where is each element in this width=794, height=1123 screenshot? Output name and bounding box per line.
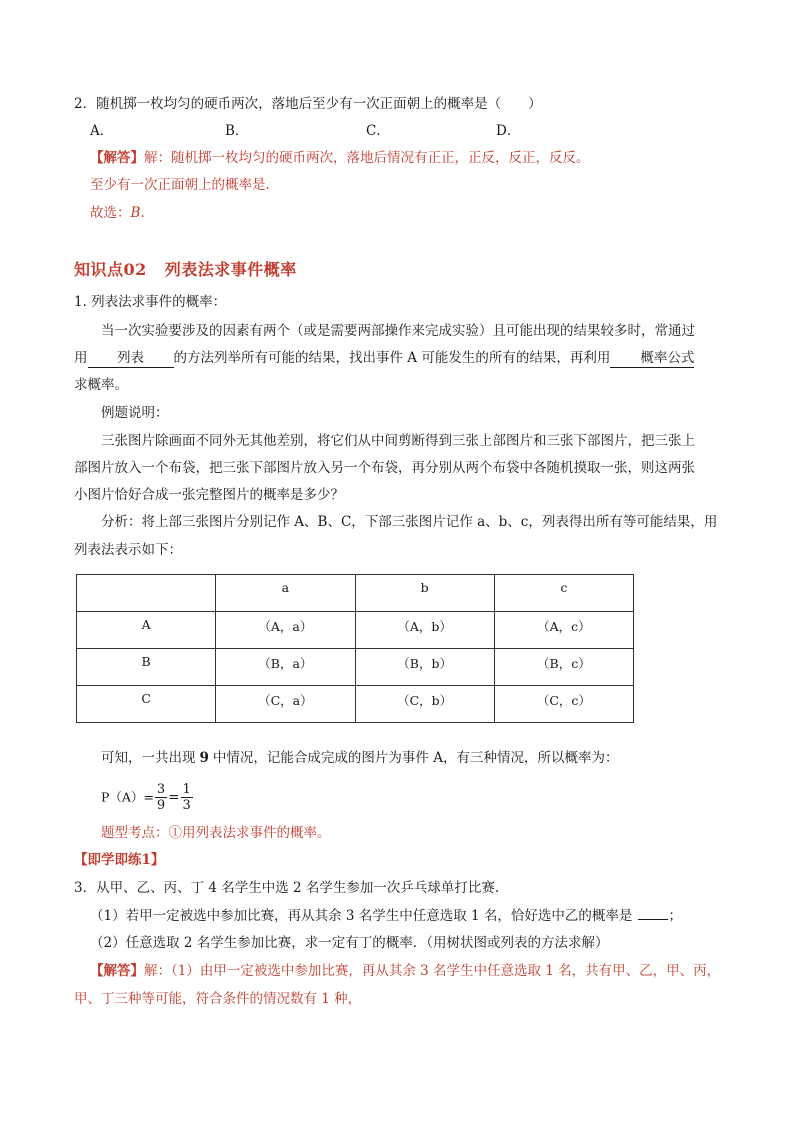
section-title: 列表法求事件概率 bbox=[164, 260, 297, 279]
answer-label: 【解答】 bbox=[90, 963, 144, 979]
q3-stem: 3．从甲、乙、丙、丁 4 名学生中选 2 名学生参加一次乒乓球单打比赛. bbox=[74, 880, 500, 896]
conclusion-count: 9 bbox=[199, 750, 209, 766]
answer-choice-suffix: . bbox=[140, 205, 145, 221]
table-cell: （B，a） bbox=[216, 649, 355, 686]
table-cell: （A，b） bbox=[355, 612, 494, 649]
exam-point: 题型考点：①用列表法求事件的概率。 bbox=[101, 825, 331, 841]
q2-option-d: D． bbox=[496, 123, 521, 139]
table-header-cell: a bbox=[216, 575, 355, 612]
answer-text: 解：（1）由甲一定被选中参加比赛，再从其余 3 名学生中任意选取 1 名，共有甲、乙，甲、丙， bbox=[144, 963, 721, 979]
point1-para3: 求概率。 bbox=[74, 377, 128, 393]
fraction-1-3 bbox=[181, 782, 193, 813]
q3-part1-blank bbox=[638, 919, 668, 920]
section-heading bbox=[74, 259, 297, 281]
q2-answer-line2: 至少有一次正面朝上的概率是. bbox=[90, 177, 270, 193]
fraction-denominator: 3 bbox=[182, 798, 191, 813]
table-row bbox=[77, 612, 634, 649]
table-cell: （A，c） bbox=[494, 612, 633, 649]
q3-answer-line2: 甲、丁三种等可能，符合条件的情况数有 1 种， bbox=[74, 991, 362, 1007]
q2-option-b: B． bbox=[225, 123, 249, 139]
conclusion-post: 中情况，记能合成完成的图片为事件 A，有三种情况，所以概率为： bbox=[212, 750, 619, 766]
analysis-line1: 分析：将上部三张图片分别记作 A、B、C，下部三张图片记作 a、b、c，列表得出所有等可能结果，用 bbox=[101, 514, 718, 530]
formula-equals: = bbox=[168, 789, 180, 806]
example-line2: 部图片放入一个布袋，把三张下部图片放入另一个布袋，再分别从两个布袋中各随机摸取一张，则这两张 bbox=[74, 460, 695, 476]
fraction-numerator: 1 bbox=[182, 782, 191, 797]
q2-answer-line3 bbox=[90, 203, 145, 223]
blank-method: 列表 bbox=[88, 350, 174, 368]
table-cell: （C，b） bbox=[355, 686, 494, 723]
table-header-cell: b bbox=[355, 575, 494, 612]
answer-text: 解：随机掷一枚均匀的硬币两次，落地后情况有正正，正反，反正，反反。 bbox=[144, 150, 590, 166]
example-line1: 三张图片除画面不同外无其他差别，将它们从中间剪断得到三张上部图片和三张下部图片，把三张上 bbox=[101, 433, 695, 449]
fraction-numerator: 3 bbox=[156, 782, 166, 797]
para2-pre: 用 bbox=[74, 350, 88, 366]
table-row-label: C bbox=[77, 686, 216, 723]
table-cell: （C，a） bbox=[216, 686, 355, 723]
table-row-label: B bbox=[77, 649, 216, 686]
formula-prefix: P（A）= bbox=[101, 789, 154, 805]
q2-option-c: C． bbox=[366, 123, 390, 139]
answer-choice-prefix: 故选： bbox=[90, 205, 131, 221]
q2-answer-line1 bbox=[90, 148, 590, 168]
fraction-3-9 bbox=[155, 782, 167, 813]
conclusion-line bbox=[101, 748, 618, 768]
blank-formula: 概率公式 bbox=[610, 350, 694, 368]
q3-answer-line1 bbox=[90, 961, 720, 981]
table-row-label: A bbox=[77, 612, 216, 649]
q3-part2: （2）任意选取 2 名学生参加比赛，求一定有丁的概率．（用树状图或列表的方法求解） bbox=[90, 935, 609, 951]
q2-option-a: A． bbox=[90, 123, 114, 139]
q3-part1-end: ； bbox=[668, 908, 682, 924]
table-row bbox=[77, 686, 634, 723]
outcome-table bbox=[76, 574, 634, 723]
analysis-line2: 列表法表示如下： bbox=[74, 542, 182, 558]
conclusion-pre: 可知，一共出现 bbox=[101, 750, 196, 766]
practice-label: 【即学即练1】 bbox=[74, 852, 165, 868]
table-cell: （A，a） bbox=[216, 612, 355, 649]
table-header-cell: c bbox=[494, 575, 633, 612]
answer-choice: B bbox=[130, 205, 141, 221]
point1-para1: 当一次实验要涉及的因素有两个（或是需要两部操作来完成实验）且可能出现的结果较多时，常通过 bbox=[101, 323, 695, 339]
fraction-denominator: 9 bbox=[156, 798, 166, 813]
probability-formula bbox=[101, 779, 194, 815]
point1-title: 1. 列表法求事件的概率： bbox=[74, 294, 227, 310]
section-number: 知识点02 bbox=[74, 260, 147, 279]
example-line3: 小图片恰好合成一张完整图片的概率是多少？ bbox=[74, 487, 344, 503]
table-header-row bbox=[77, 575, 634, 612]
table-row bbox=[77, 649, 634, 686]
point1-para2 bbox=[74, 348, 694, 368]
table-cell: （C，c） bbox=[494, 686, 633, 723]
answer-label: 【解答】 bbox=[90, 150, 144, 166]
q3-part1 bbox=[90, 906, 682, 926]
para2-mid: 的方法列举所有可能的结果，找出事件 A 可能发生的所有的结果，再利用 bbox=[173, 350, 611, 366]
q3-part1-text: （1）若甲一定被选中参加比赛，再从其余 3 名学生中任意选取 1 名，恰好选中乙的概率是 bbox=[90, 908, 633, 924]
table-header-cell bbox=[77, 575, 216, 612]
table-cell: （B，c） bbox=[494, 649, 633, 686]
example-label: 例题说明： bbox=[101, 405, 169, 421]
table-cell: （B，b） bbox=[355, 649, 494, 686]
q2-stem: 2．随机掷一枚均匀的硬币两次，落地后至少有一次正面朝上的概率是（ ） bbox=[74, 96, 542, 112]
